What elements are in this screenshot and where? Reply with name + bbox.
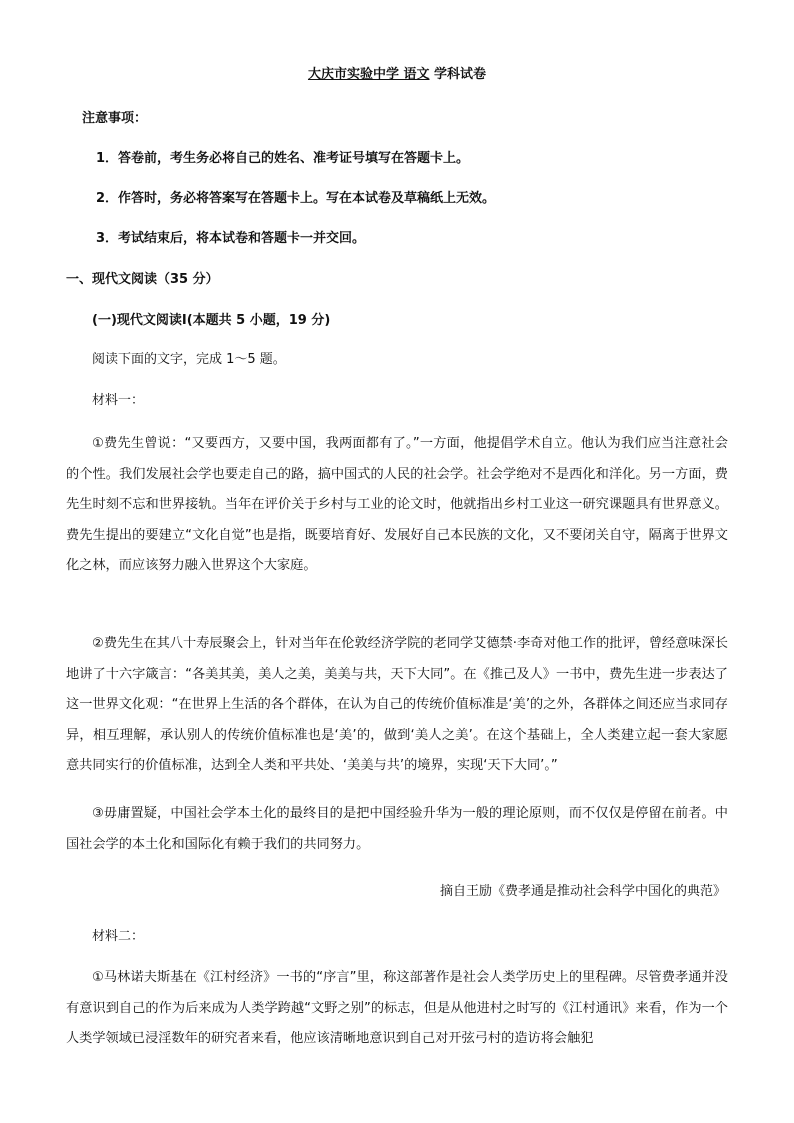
notice-heading: 注意事项： bbox=[82, 111, 148, 126]
notice-item-1: 1．答卷前，考生务必将自己的姓名、准考证号填写在答题卡上。 bbox=[96, 151, 470, 166]
material-2-paragraph-1: ①马林诺夫斯基在《江村经济》一书的“序言”里，称这部著作是社会人类学历史上的里程碑。尽管费孝通并没有意识到自己的作为后来成为人类学跨越“文野之别”的标志，但是从他进村之时写的《江村通讯》来看，作为一个人类学领域已浸淫数年的研究者来看，他应该清晰地意识到自己对开弦弓村的造访将会触犯 bbox=[66, 970, 728, 1046]
exam-title-rest: 学科试卷 bbox=[429, 67, 487, 82]
exam-title-school-subject: 大庆市实验中学 语文 bbox=[307, 67, 430, 82]
material-1-paragraph-1: ①费先生曾说：“又要西方，又要中国，我两面都有了。”一方面，他提倡学术自立。他认为我们应当注意社会的个性。我们发展社会学也要走自己的路，搞中国式的人民的社会学。社会学绝对不是西化和洋化。另一方面，费先生时刻不忘和世界接轨。当年在评价关于乡村与工业的论文时，他就指出乡村工业这一研究课题具有世界意义。费先生提出的要建立“文化自觉”也是指，既要培育好、发展好自己本民族的文化，又不要闭关自守，隔离于世界文化之林，而应该努力融入世界这个大家庭。 bbox=[66, 436, 728, 573]
material-1-paragraph-2: ②费先生在其八十寿辰聚会上，针对当年在伦敦经济学院的老同学艾德禁·李奇对他工作的批评，曾经意味深长地讲了十六字箴言：“各美其美，美人之美，美美与共，天下大同”。在《推己及人》一书中，费先生进一步表达了这一世界文化观：“在世界上生活的各个群体，在认为自己的传统价值标准是‘美’的之外，各群体之间还应当求同存异，相互理解，承认别人的传统价值标准也是‘美’的，做到‘美人之美’。在这个基础上，全人类建立起一套大家愿意共同实行的价值标准，达到全人类和平共处、‘美美与共’的境界，实现‘天下大同’。” bbox=[66, 636, 728, 773]
section-instruction: 阅读下面的文字，完成 1～5 题。 bbox=[92, 352, 286, 367]
notice-item-2: 2．作答时，务必将答案写在答题卡上。写在本试卷及草稿纸上无效。 bbox=[96, 191, 496, 206]
material-1-label: 材料一： bbox=[92, 393, 145, 408]
notice-item-3: 3．考试结束后，将本试卷和答题卡一并交回。 bbox=[96, 231, 366, 246]
material-2-label: 材料二： bbox=[92, 929, 145, 944]
material-1-source: 摘自王励《费孝通是推动社会科学中国化的典范》 bbox=[439, 884, 726, 899]
exam-title bbox=[0, 66, 794, 84]
section-subheading: (一)现代文阅读Ⅰ(本题共 5 小题，19 分) bbox=[92, 313, 331, 328]
section-heading: 一、现代文阅读（35 分） bbox=[66, 272, 219, 287]
material-1-paragraph-3: ③毋庸置疑，中国社会学本土化的最终目的是把中国经验升华为一般的理论原则，而不仅仅是停留在前者。中国社会学的本土化和国际化有赖于我们的共同努力。 bbox=[66, 806, 728, 852]
